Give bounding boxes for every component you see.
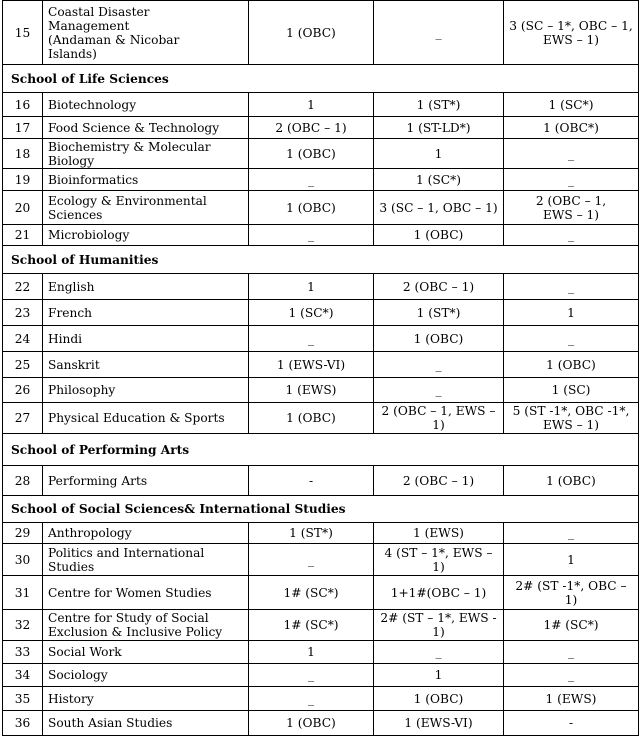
col2-value: 1 (ST-LD*) (374, 117, 504, 139)
department-name: English (43, 274, 249, 300)
row-number: 15 (3, 1, 43, 65)
col3-value: 3 (SC – 1*, OBC – 1, EWS – 1) (504, 1, 639, 65)
row-number: 17 (3, 117, 43, 139)
col2-value: _ (374, 352, 504, 378)
row-number: 22 (3, 274, 43, 300)
vacancy-table-body (3, 1, 639, 736)
col2-value: 1 (374, 139, 504, 169)
col3-value: _ (504, 523, 639, 544)
table-row (3, 352, 639, 378)
col1-value: 1 (249, 641, 374, 664)
department-name: French (43, 300, 249, 326)
col3-value: _ (504, 169, 639, 191)
col2-value: 2 (OBC – 1) (374, 466, 504, 496)
col2-value: 1 (EWS) (374, 523, 504, 544)
row-number: 31 (3, 576, 43, 610)
row-number: 21 (3, 225, 43, 246)
table-row (3, 93, 639, 117)
table-row (3, 300, 639, 326)
col2-value: 1 (EWS-VI) (374, 711, 504, 736)
table-row (3, 326, 639, 352)
table-row (3, 1, 639, 65)
row-number: 35 (3, 687, 43, 711)
col3-value: _ (504, 664, 639, 687)
col3-value: 1 (SC*) (504, 93, 639, 117)
row-number: 29 (3, 523, 43, 544)
col3-value: _ (504, 641, 639, 664)
department-name: Centre for Study of Social Exclusion & Inclusive Policy (43, 610, 249, 641)
col3-value: 1 (EWS) (504, 687, 639, 711)
table-row (3, 378, 639, 403)
department-name: Social Work (43, 641, 249, 664)
col1-value: 1# (SC*) (249, 576, 374, 610)
department-name: Anthropology (43, 523, 249, 544)
table-row (3, 169, 639, 191)
table-row (3, 641, 639, 664)
section-title: School of Life Sciences (3, 65, 639, 93)
col1-value: 1 (EWS-VI) (249, 352, 374, 378)
col3-value: 1 (OBC) (504, 352, 639, 378)
col2-value: 1 (OBC) (374, 225, 504, 246)
col1-value: 1 (249, 274, 374, 300)
department-name: History (43, 687, 249, 711)
table-row (3, 576, 639, 610)
col2-value: 4 (ST – 1*, EWS – 1) (374, 544, 504, 576)
col1-value: 1 (SC*) (249, 300, 374, 326)
row-number: 34 (3, 664, 43, 687)
vacancy-table (2, 0, 639, 736)
department-name: Biotechnology (43, 93, 249, 117)
col1-value: _ (249, 169, 374, 191)
department-name: Food Science & Technology (43, 117, 249, 139)
table-row (3, 139, 639, 169)
col1-value: _ (249, 544, 374, 576)
department-name: Microbiology (43, 225, 249, 246)
department-name: Physical Education & Sports (43, 403, 249, 434)
col2-value: 2 (OBC – 1) (374, 274, 504, 300)
table-row (3, 466, 639, 496)
row-number: 19 (3, 169, 43, 191)
table-row (3, 403, 639, 434)
department-name: Coastal Disaster Management (Andaman & Nicobar Islands) (43, 1, 249, 65)
table-row (3, 544, 639, 576)
department-name: Politics and International Studies (43, 544, 249, 576)
table-row (3, 711, 639, 736)
row-number: 16 (3, 93, 43, 117)
row-number: 30 (3, 544, 43, 576)
row-number: 26 (3, 378, 43, 403)
col3-value: - (504, 711, 639, 736)
col3-value: 2# (ST -1*, OBC – 1) (504, 576, 639, 610)
row-number: 28 (3, 466, 43, 496)
department-name: Sanskrit (43, 352, 249, 378)
table-row (3, 687, 639, 711)
col1-value: _ (249, 664, 374, 687)
department-name: Bioinformatics (43, 169, 249, 191)
col2-value: 1 (ST*) (374, 93, 504, 117)
table-row (3, 523, 639, 544)
table-row (3, 191, 639, 225)
section-title: School of Performing Arts (3, 434, 639, 466)
col2-value: _ (374, 641, 504, 664)
col3-value: 1 (OBC*) (504, 117, 639, 139)
row-number: 27 (3, 403, 43, 434)
section-title: School of Humanities (3, 246, 639, 274)
department-name: Philosophy (43, 378, 249, 403)
section-header-row (3, 65, 639, 93)
row-number: 20 (3, 191, 43, 225)
row-number: 24 (3, 326, 43, 352)
section-header-row (3, 434, 639, 466)
table-row (3, 117, 639, 139)
col1-value: 1 (OBC) (249, 403, 374, 434)
col1-value: 1 (OBC) (249, 711, 374, 736)
col2-value: 1 (SC*) (374, 169, 504, 191)
col1-value: 1 (ST*) (249, 523, 374, 544)
col1-value: 1 (OBC) (249, 1, 374, 65)
col1-value: _ (249, 687, 374, 711)
table-row (3, 225, 639, 246)
col3-value: _ (504, 139, 639, 169)
col3-value: 1 (SC) (504, 378, 639, 403)
table-row (3, 274, 639, 300)
department-name: South Asian Studies (43, 711, 249, 736)
col1-value: _ (249, 225, 374, 246)
col1-value: 1 (EWS) (249, 378, 374, 403)
department-name: Biochemistry & Molecular Biology (43, 139, 249, 169)
table-row (3, 664, 639, 687)
col2-value: 1+1#(OBC – 1) (374, 576, 504, 610)
section-header-row (3, 246, 639, 274)
col2-value: 1 (374, 664, 504, 687)
col2-value: 3 (SC – 1, OBC – 1) (374, 191, 504, 225)
col3-value: 1# (SC*) (504, 610, 639, 641)
col2-value: 2# (ST – 1*, EWS - 1) (374, 610, 504, 641)
section-title: School of Social Sciences& International Studies (3, 496, 639, 523)
department-name: Performing Arts (43, 466, 249, 496)
table-row (3, 610, 639, 641)
row-number: 23 (3, 300, 43, 326)
col3-value: _ (504, 326, 639, 352)
col3-value: 5 (ST -1*, OBC -1*, EWS – 1) (504, 403, 639, 434)
col2-value: _ (374, 1, 504, 65)
row-number: 25 (3, 352, 43, 378)
col1-value: 1# (SC*) (249, 610, 374, 641)
col3-value: 1 (OBC) (504, 466, 639, 496)
row-number: 33 (3, 641, 43, 664)
section-header-row (3, 496, 639, 523)
col3-value: _ (504, 225, 639, 246)
col3-value: 1 (504, 300, 639, 326)
col1-value: 1 (249, 93, 374, 117)
col1-value: _ (249, 326, 374, 352)
col2-value: 2 (OBC – 1, EWS – 1) (374, 403, 504, 434)
col2-value: 1 (OBC) (374, 326, 504, 352)
row-number: 36 (3, 711, 43, 736)
department-name: Ecology & Environmental Sciences (43, 191, 249, 225)
col1-value: - (249, 466, 374, 496)
col1-value: 2 (OBC – 1) (249, 117, 374, 139)
col3-value: 2 (OBC – 1, EWS – 1) (504, 191, 639, 225)
col3-value: _ (504, 274, 639, 300)
department-name: Sociology (43, 664, 249, 687)
col2-value: 1 (ST*) (374, 300, 504, 326)
col2-value: _ (374, 378, 504, 403)
col1-value: 1 (OBC) (249, 139, 374, 169)
col2-value: 1 (OBC) (374, 687, 504, 711)
department-name: Centre for Women Studies (43, 576, 249, 610)
row-number: 32 (3, 610, 43, 641)
col1-value: 1 (OBC) (249, 191, 374, 225)
department-name: Hindi (43, 326, 249, 352)
col3-value: 1 (504, 544, 639, 576)
row-number: 18 (3, 139, 43, 169)
